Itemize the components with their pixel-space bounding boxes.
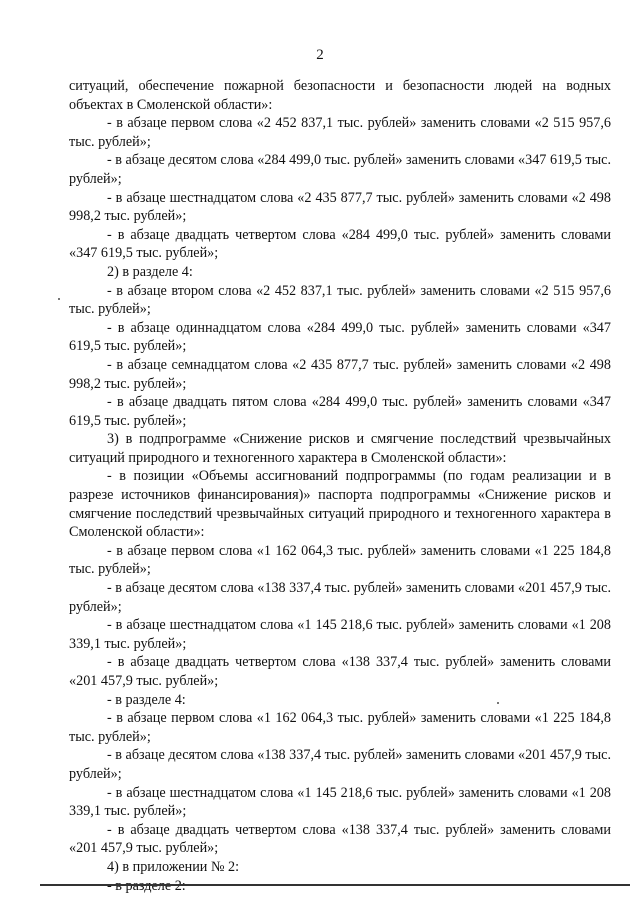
document-paragraph: ситуаций, обеспечение пожарной безопасности и безопасности людей на водных объектах в Смоленской области»:	[69, 78, 611, 113]
document-paragraph: - в абзаце десятом слова «284 499,0 тыс. рублей» заменить словами «347 619,5 тыс. рублей»;	[69, 152, 611, 187]
document-paragraph: - в абзаце первом слова «1 162 064,3 тыс. рублей» заменить словами «1 225 184,8 тыс. рублей»;	[69, 710, 611, 745]
document-paragraph: - в разделе 4:	[107, 691, 186, 708]
document-paragraph: - в абзаце первом слова «1 162 064,3 тыс. рублей» заменить словами «1 225 184,8 тыс. рублей»;	[69, 542, 611, 578]
document-paragraph: - в позиции «Объемы ассигнований подпрограммы (по годам реализации и в разрезе источников финансирования)» паспорта подпрограммы «Снижение рисков и смягчение последствий чрезвычайных ситуаций природного и техногенного характера в Смоленской области»:	[69, 468, 611, 541]
page-number: 2	[316, 47, 324, 63]
bottom-rule	[40, 884, 630, 886]
scan-speck	[497, 702, 499, 704]
document-paragraph: - в абзаце семнадцатом слова «2 435 877,7 тыс. рублей» заменить словами «2 498 998,2 тыс. рублей»;	[69, 356, 611, 392]
document-paragraph: - в абзаце втором слова «2 452 837,1 тыс. рублей» заменить словами «2 515 957,6 тыс. рублей»;	[69, 282, 611, 318]
document-paragraph: - в абзаце десятом слова «138 337,4 тыс. рублей» заменить словами «201 457,9 тыс. рублей»;	[69, 747, 611, 782]
document-body	[69, 77, 611, 895]
document-paragraph: - в абзаце двадцать четвертом слова «138 337,4 тыс. рублей» заменить словами «201 457,9 тыс. рублей»;	[69, 821, 611, 857]
document-paragraph: - в абзаце десятом слова «138 337,4 тыс. рублей» заменить словами «201 457,9 тыс. рублей»;	[69, 580, 611, 615]
document-paragraph: - в абзаце двадцать четвертом слова «284 499,0 тыс. рублей» заменить словами «347 619,5 тыс. рублей»;	[69, 226, 611, 262]
document-paragraph: 2) в разделе 4:	[107, 263, 193, 280]
document-paragraph: - в абзаце шестнадцатом слова «2 435 877,7 тыс. рублей» заменить словами «2 498 998,2 тыс. рублей»;	[69, 189, 611, 225]
document-paragraph: - в абзаце шестнадцатом слова «1 145 218,6 тыс. рублей» заменить словами «1 208 339,1 тыс. рублей»;	[69, 617, 611, 652]
document-paragraph: 3) в подпрограмме «Снижение рисков и смягчение последствий чрезвычайных ситуаций природного и техногенного характера в Смоленской области»:	[69, 431, 611, 466]
document-paragraph: - в абзаце двадцать четвертом слова «138 337,4 тыс. рублей» заменить словами «201 457,9 тыс. рублей»;	[69, 654, 611, 689]
document-paragraph: - в абзаце шестнадцатом слова «1 145 218,6 тыс. рублей» заменить словами «1 208 339,1 тыс. рублей»;	[69, 784, 611, 820]
document-paragraph: - в абзаце двадцать пятом слова «284 499,0 тыс. рублей» заменить словами «347 619,5 тыс. рублей»;	[69, 394, 611, 429]
document-paragraph: 4) в приложении № 2:	[107, 858, 240, 875]
document-paragraph: - в абзаце первом слова «2 452 837,1 тыс. рублей» заменить словами «2 515 957,6 тыс. рублей»;	[69, 115, 611, 150]
scan-speck	[58, 298, 60, 300]
document-paragraph: - в абзаце одиннадцатом слова «284 499,0 тыс. рублей» заменить словами «347 619,5 тыс. рублей»;	[69, 319, 611, 355]
